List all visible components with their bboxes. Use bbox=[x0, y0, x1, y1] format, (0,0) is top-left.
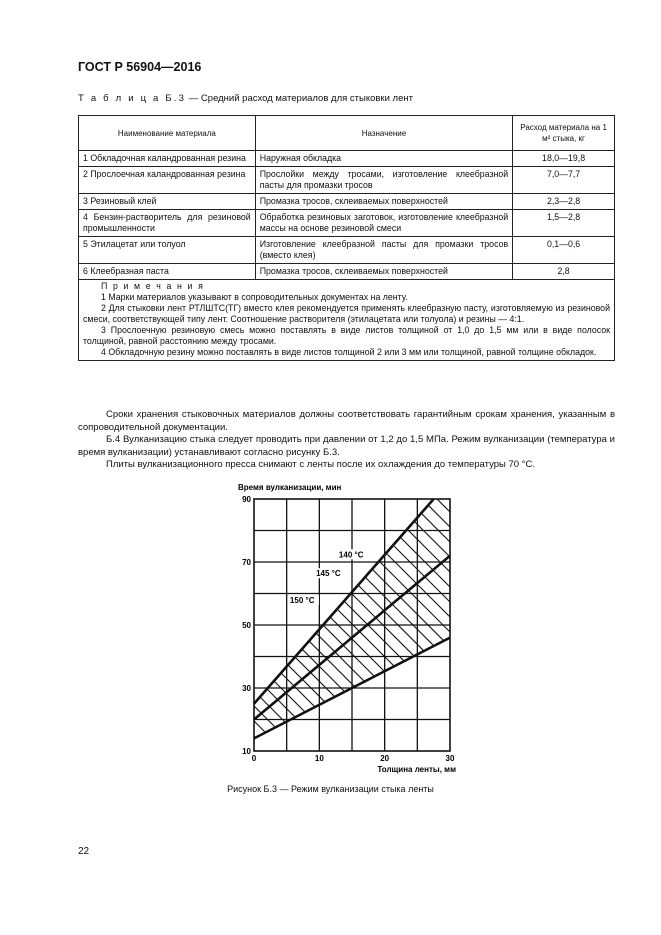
axis-ticks bbox=[242, 495, 455, 763]
series-label: 140 °С bbox=[338, 550, 364, 560]
note-item: 4 Обкладочную резину можно поставлять в виде листов толщиной 2 или 3 мм или толщиной, равной толщине обкладок. bbox=[101, 347, 597, 357]
purpose-cell: Наружная обкладка bbox=[255, 151, 512, 167]
notes-title: П р и м е ч а н и я bbox=[101, 281, 205, 291]
paragraph-vulcanization: Б.4 Вулканизацию стыка следует проводить при давлении от 1,2 до 1,5 МПа. Режим вулканизации (температура и время вулканизации) устанавливают согласно рисунку Б.3. bbox=[78, 434, 615, 458]
material-cell: 4 Бензин-растворитель для резиновой промышленности bbox=[79, 210, 256, 237]
x-tick-label: 20 bbox=[380, 754, 390, 763]
material-cell: 2 Прослоечная каландрованная резина bbox=[79, 167, 256, 194]
table-caption-label: Т а б л и ц а Б.3 bbox=[78, 93, 187, 104]
paragraph-cooling: Плиты вулканизационного пресса снимают с ленты после их охлаждения до температуры 70 °С. bbox=[106, 459, 535, 470]
purpose-cell: Промазка тросов, склеиваемых поверхностей bbox=[255, 264, 512, 280]
table-caption bbox=[78, 93, 413, 104]
note-item: 1 Марки материалов указывают в сопроводительных документах на ленту. bbox=[101, 292, 408, 302]
series-labels bbox=[288, 549, 368, 605]
hatch-line bbox=[452, 499, 470, 751]
table-notes bbox=[79, 280, 615, 361]
material-cell: 6 Клеебразная паста bbox=[79, 264, 256, 280]
x-tick-label: 10 bbox=[314, 754, 324, 763]
vulcanization-chart bbox=[220, 478, 470, 783]
y-tick-label: 50 bbox=[242, 621, 251, 630]
figure-caption: Рисунок Б.3 — Режим вулканизации стыка ленты bbox=[227, 784, 434, 794]
page-number: 22 bbox=[78, 846, 90, 857]
table-row bbox=[79, 151, 615, 167]
table-row bbox=[79, 167, 615, 194]
table-caption-text: — Средний расход материалов для стыковки лент bbox=[186, 93, 413, 104]
table-header-row bbox=[79, 116, 615, 151]
table-row bbox=[79, 194, 615, 210]
x-axis-label: Толщина ленты, мм bbox=[377, 765, 456, 774]
purpose-cell: Обработка резиновых заготовок, изготовление клеебразной массы на основе резиновой смеси bbox=[255, 210, 512, 237]
table-notes-row bbox=[79, 280, 615, 361]
paragraph-storage: Сроки хранения стыковочных материалов должны соответствовать гарантийным срокам хранения, указанным в сопроводительной документации. bbox=[78, 409, 615, 433]
x-tick-label: 30 bbox=[445, 754, 455, 763]
series-line bbox=[254, 499, 434, 704]
consumption-cell: 2,8 bbox=[513, 264, 615, 280]
y-axis-label: Время вулканизации, мин bbox=[238, 483, 342, 492]
hatch-line bbox=[467, 499, 470, 751]
material-cell: 3 Резиновый клей bbox=[79, 194, 256, 210]
consumption-cell: 18,0—19,8 bbox=[513, 151, 615, 167]
chart-grid bbox=[254, 499, 450, 751]
materials-table bbox=[78, 115, 615, 361]
material-cell: 1 Обкладочная каландрованная резина bbox=[79, 151, 256, 167]
consumption-cell: 2,3—2,8 bbox=[513, 194, 615, 210]
consumption-cell: 1,5—2,8 bbox=[513, 210, 615, 237]
note-item: 2 Для стыковки лент РТЛШТС(ТГ) вместо клея рекомендуется применять клеебразную пасту, изготовляемую из резиновой смеси, соответствующей типу лент. Соотношение растворителя (этилацетата или толуола) и резины — 4:1. bbox=[83, 303, 610, 324]
consumption-cell: 0,1—0,6 bbox=[513, 237, 615, 264]
column-header-consumption: Расход материала на 1 м² стыка, кг bbox=[513, 116, 615, 151]
table-row bbox=[79, 264, 615, 280]
y-tick-label: 90 bbox=[242, 495, 251, 504]
series-label: 150 °С bbox=[289, 595, 315, 605]
table-row bbox=[79, 237, 615, 264]
series-label: 145 °С bbox=[316, 569, 341, 579]
purpose-cell: Промазка тросов, склеиваемых поверхностей bbox=[255, 194, 512, 210]
note-item: 3 Прослоечную резиновую смесь можно поставлять в виде листов толщиной от 1,0 до 1,5 мм или в виде полосок толщиной, равной расстоянию между тросами. bbox=[83, 325, 610, 346]
material-cell: 5 Этилацетат или толуол bbox=[79, 237, 256, 264]
document-header: ГОСТ Р 56904—2016 bbox=[78, 60, 202, 74]
y-tick-label: 30 bbox=[242, 684, 251, 693]
purpose-cell: Изготовление клеебразной пасты для промазки тросов (вместо клея) bbox=[255, 237, 512, 264]
y-tick-label: 10 bbox=[242, 747, 251, 756]
column-header-purpose: Назначение bbox=[255, 116, 512, 151]
purpose-cell: Прослойки между тросами, изготовление клеебразной пасты для промазки тросов bbox=[255, 167, 512, 194]
consumption-cell: 7,0—7,7 bbox=[513, 167, 615, 194]
table-row bbox=[79, 210, 615, 237]
column-header-material: Наименование материала bbox=[79, 116, 256, 151]
x-tick-label: 0 bbox=[251, 754, 257, 763]
y-tick-label: 70 bbox=[242, 558, 251, 567]
